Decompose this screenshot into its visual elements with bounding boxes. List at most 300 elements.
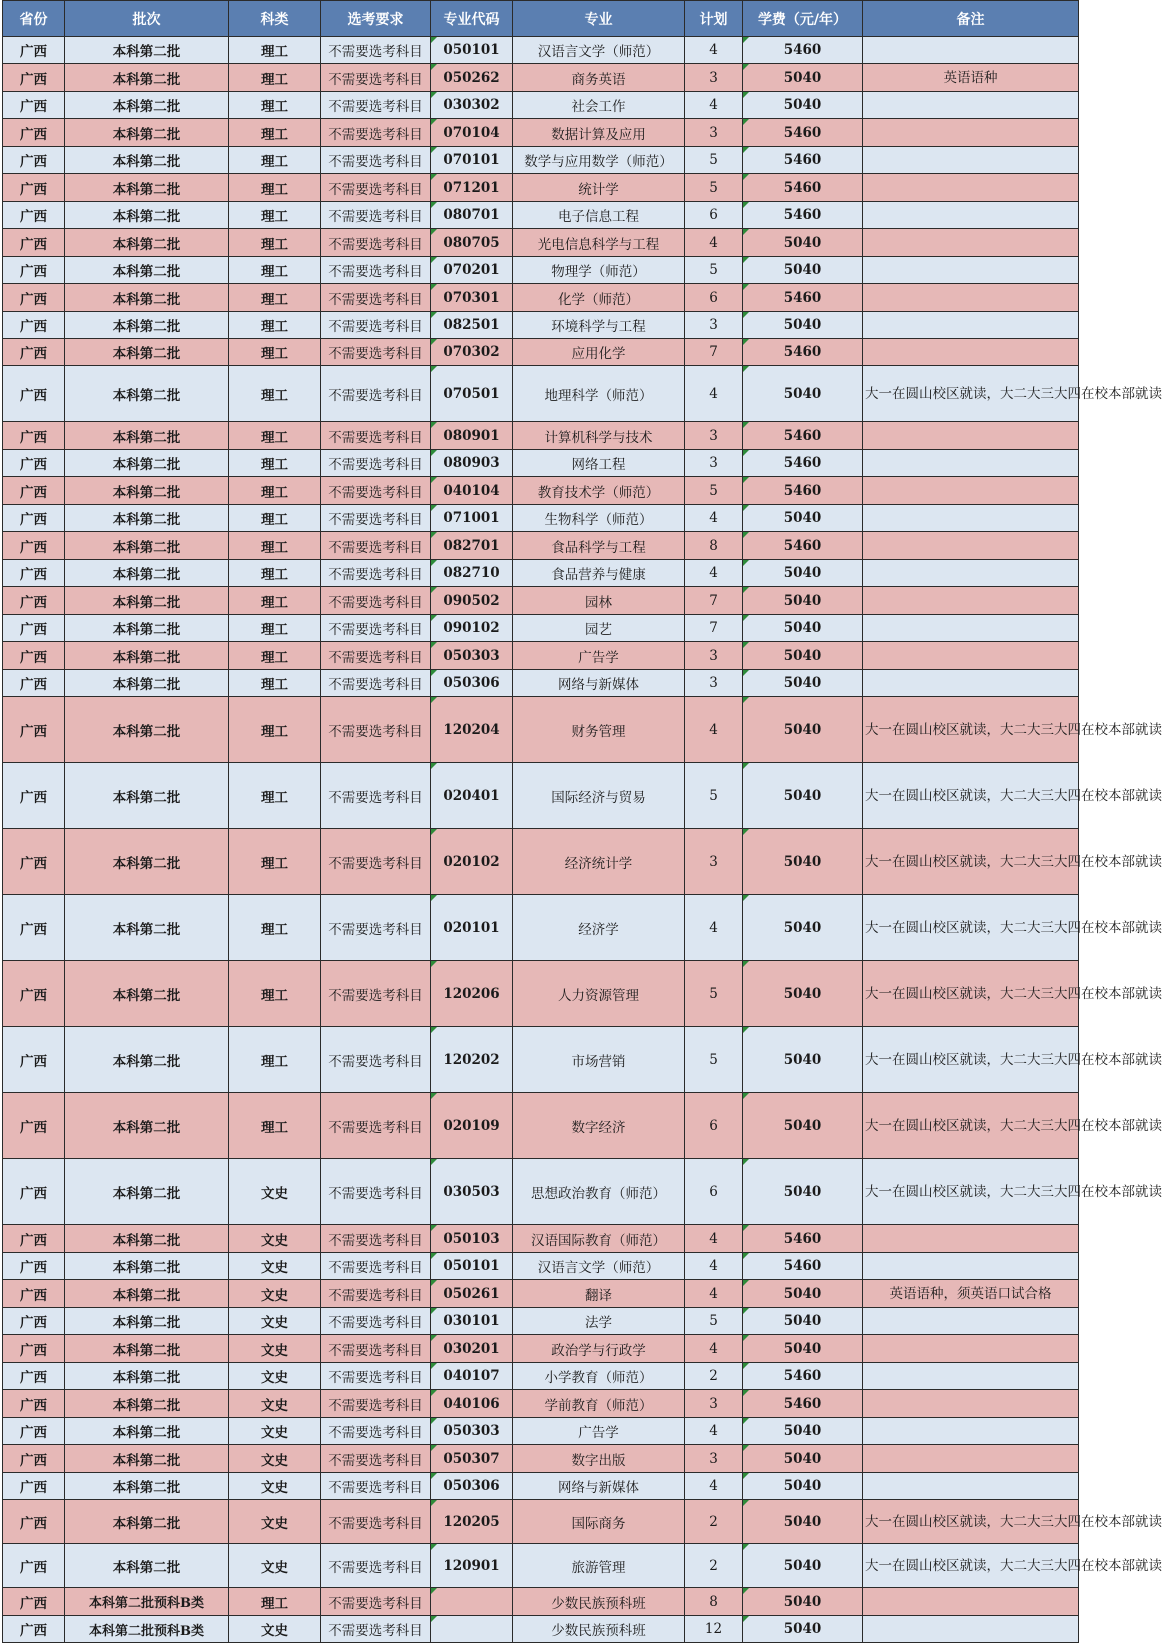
cell-requirement[interactable]: 不需要选考科目 [321,257,431,284]
cell-requirement[interactable]: 不需要选考科目 [321,229,431,257]
cell-province[interactable]: 广西 [3,1093,65,1159]
cell-province[interactable]: 广西 [3,1544,65,1588]
cell-note[interactable] [863,37,1079,64]
cell-note[interactable]: 英语语种，须英语口试合格 [863,1280,1079,1308]
cell-province[interactable]: 广西 [3,505,65,532]
cell-major[interactable]: 数字经济 [513,1093,685,1159]
cell-fee[interactable] [743,1588,863,1616]
cell-plan[interactable]: 3 [685,422,743,450]
cell-batch[interactable]: 本科第二批 [65,961,229,1027]
cell-major[interactable]: 商务英语 [513,64,685,92]
cell-category[interactable]: 文史 [229,1280,321,1308]
cell-category[interactable]: 理工 [229,92,321,119]
cell-requirement[interactable]: 不需要选考科目 [321,505,431,532]
cell-major[interactable]: 广告学 [513,1418,685,1445]
cell-plan[interactable]: 5 [685,1308,743,1335]
cell-note[interactable] [863,477,1079,505]
cell-batch[interactable]: 本科第二批预科B类 [65,1616,229,1643]
cell-note[interactable] [863,257,1079,284]
cell-category[interactable]: 文史 [229,1544,321,1588]
cell-batch[interactable]: 本科第二批 [65,763,229,829]
cell-fee[interactable] [743,1616,863,1643]
cell-category[interactable]: 理工 [229,312,321,339]
cell-plan[interactable]: 4 [685,1418,743,1445]
cell-code[interactable] [431,1500,513,1544]
cell-code[interactable] [431,587,513,615]
cell-requirement[interactable]: 不需要选考科目 [321,587,431,615]
header-plan[interactable]: 计划 [685,1,743,37]
cell-plan[interactable]: 5 [685,763,743,829]
cell-batch[interactable]: 本科第二批 [65,312,229,339]
cell-batch[interactable]: 本科第二批 [65,1500,229,1544]
cell-category[interactable]: 文史 [229,1500,321,1544]
cell-batch[interactable]: 本科第二批 [65,642,229,670]
cell-province[interactable]: 广西 [3,477,65,505]
cell-plan[interactable]: 6 [685,1159,743,1225]
cell-category[interactable]: 文史 [229,1363,321,1390]
cell-province[interactable]: 广西 [3,339,65,366]
cell-fee[interactable] [743,1445,863,1473]
cell-code[interactable] [431,119,513,147]
cell-major[interactable]: 汉语国际教育（师范） [513,1225,685,1253]
cell-code[interactable] [431,1308,513,1335]
cell-code[interactable] [431,1390,513,1418]
cell-province[interactable]: 广西 [3,763,65,829]
cell-fee[interactable] [743,1159,863,1225]
cell-category[interactable]: 文史 [229,1445,321,1473]
cell-batch[interactable]: 本科第二批 [65,37,229,64]
cell-note[interactable]: 大一在圆山校区就读，大二大三大四在校本部就读 [863,1544,1079,1588]
cell-code[interactable] [431,147,513,174]
cell-code[interactable] [431,422,513,450]
cell-batch[interactable]: 本科第二批 [65,1159,229,1225]
cell-requirement[interactable]: 不需要选考科目 [321,1445,431,1473]
cell-category[interactable]: 理工 [229,670,321,697]
cell-fee[interactable] [743,1308,863,1335]
cell-plan[interactable]: 4 [685,366,743,422]
cell-note[interactable]: 大一在圆山校区就读，大二大三大四在校本部就读 [863,697,1079,763]
cell-requirement[interactable]: 不需要选考科目 [321,1544,431,1588]
cell-category[interactable]: 文史 [229,1418,321,1445]
cell-major[interactable]: 学前教育（师范） [513,1390,685,1418]
cell-plan[interactable]: 4 [685,505,743,532]
cell-requirement[interactable]: 不需要选考科目 [321,697,431,763]
cell-major[interactable]: 园林 [513,587,685,615]
cell-note[interactable] [863,1308,1079,1335]
cell-code[interactable] [431,64,513,92]
cell-note[interactable]: 大一在圆山校区就读，大二大三大四在校本部就读 [863,829,1079,895]
cell-fee[interactable] [743,1363,863,1390]
cell-note[interactable] [863,1445,1079,1473]
cell-major[interactable]: 少数民族预科班 [513,1588,685,1616]
cell-province[interactable]: 广西 [3,1027,65,1093]
cell-major[interactable]: 园艺 [513,615,685,642]
cell-requirement[interactable]: 不需要选考科目 [321,366,431,422]
cell-category[interactable]: 理工 [229,1588,321,1616]
cell-plan[interactable]: 3 [685,670,743,697]
cell-major[interactable]: 电子信息工程 [513,202,685,229]
cell-batch[interactable]: 本科第二批 [65,1308,229,1335]
cell-plan[interactable]: 4 [685,1473,743,1500]
cell-requirement[interactable]: 不需要选考科目 [321,670,431,697]
cell-requirement[interactable]: 不需要选考科目 [321,422,431,450]
cell-fee[interactable] [743,1473,863,1500]
cell-province[interactable]: 广西 [3,587,65,615]
cell-major[interactable]: 生物科学（师范） [513,505,685,532]
cell-fee[interactable] [743,670,863,697]
cell-province[interactable]: 广西 [3,450,65,477]
cell-requirement[interactable]: 不需要选考科目 [321,174,431,202]
cell-code[interactable] [431,284,513,312]
cell-fee[interactable] [743,147,863,174]
cell-fee[interactable] [743,1225,863,1253]
cell-province[interactable]: 广西 [3,1280,65,1308]
cell-batch[interactable]: 本科第二批 [65,829,229,895]
cell-major[interactable]: 数据计算及应用 [513,119,685,147]
cell-plan[interactable]: 6 [685,1093,743,1159]
cell-code[interactable] [431,312,513,339]
cell-code[interactable] [431,615,513,642]
cell-fee[interactable] [743,119,863,147]
cell-major[interactable]: 政治学与行政学 [513,1335,685,1363]
cell-plan[interactable]: 7 [685,339,743,366]
cell-requirement[interactable]: 不需要选考科目 [321,1616,431,1643]
cell-province[interactable]: 广西 [3,829,65,895]
cell-requirement[interactable]: 不需要选考科目 [321,895,431,961]
cell-category[interactable]: 理工 [229,119,321,147]
cell-note[interactable]: 英语语种 [863,64,1079,92]
cell-major[interactable]: 教育技术学（师范） [513,477,685,505]
cell-requirement[interactable]: 不需要选考科目 [321,1418,431,1445]
cell-note[interactable]: 大一在圆山校区就读，大二大三大四在校本部就读 [863,1159,1079,1225]
cell-plan[interactable]: 5 [685,477,743,505]
cell-category[interactable]: 理工 [229,64,321,92]
cell-major[interactable]: 经济学 [513,895,685,961]
cell-batch[interactable]: 本科第二批 [65,1335,229,1363]
cell-requirement[interactable]: 不需要选考科目 [321,1027,431,1093]
cell-batch[interactable]: 本科第二批 [65,1445,229,1473]
cell-code[interactable] [431,961,513,1027]
cell-requirement[interactable]: 不需要选考科目 [321,1225,431,1253]
cell-requirement[interactable]: 不需要选考科目 [321,532,431,560]
cell-code[interactable] [431,1363,513,1390]
cell-fee[interactable] [743,642,863,670]
cell-note[interactable]: 大一在圆山校区就读，大二大三大四在校本部就读 [863,961,1079,1027]
cell-requirement[interactable]: 不需要选考科目 [321,37,431,64]
cell-fee[interactable] [743,202,863,229]
cell-category[interactable]: 文史 [229,1308,321,1335]
cell-major[interactable]: 化学（师范） [513,284,685,312]
cell-fee[interactable] [743,1093,863,1159]
cell-plan[interactable]: 4 [685,1335,743,1363]
header-batch[interactable]: 批次 [65,1,229,37]
cell-plan[interactable]: 5 [685,147,743,174]
cell-code[interactable] [431,697,513,763]
cell-major[interactable]: 地理科学（师范） [513,366,685,422]
cell-fee[interactable] [743,1418,863,1445]
cell-code[interactable] [431,1544,513,1588]
cell-province[interactable]: 广西 [3,670,65,697]
cell-fee[interactable] [743,64,863,92]
cell-code[interactable] [431,1280,513,1308]
cell-requirement[interactable]: 不需要选考科目 [321,615,431,642]
cell-batch[interactable]: 本科第二批 [65,174,229,202]
cell-note[interactable] [863,670,1079,697]
cell-batch[interactable]: 本科第二批 [65,532,229,560]
cell-plan[interactable]: 3 [685,119,743,147]
cell-requirement[interactable]: 不需要选考科目 [321,829,431,895]
cell-category[interactable]: 理工 [229,37,321,64]
cell-code[interactable] [431,1027,513,1093]
cell-major[interactable]: 汉语言文学（师范） [513,37,685,64]
cell-major[interactable]: 数学与应用数学（师范） [513,147,685,174]
cell-code[interactable] [431,339,513,366]
header-note[interactable]: 备注 [863,1,1079,37]
cell-fee[interactable] [743,257,863,284]
cell-major[interactable]: 应用化学 [513,339,685,366]
cell-plan[interactable]: 4 [685,560,743,587]
cell-major[interactable]: 物理学（师范） [513,257,685,284]
cell-fee[interactable] [743,615,863,642]
cell-plan[interactable]: 7 [685,615,743,642]
cell-code[interactable] [431,1159,513,1225]
cell-fee[interactable] [743,697,863,763]
cell-plan[interactable]: 8 [685,1588,743,1616]
cell-code[interactable] [431,1253,513,1280]
cell-major[interactable]: 思想政治教育（师范） [513,1159,685,1225]
cell-note[interactable] [863,1225,1079,1253]
cell-plan[interactable]: 4 [685,37,743,64]
cell-requirement[interactable]: 不需要选考科目 [321,147,431,174]
cell-note[interactable] [863,1253,1079,1280]
cell-code[interactable] [431,560,513,587]
cell-fee[interactable] [743,92,863,119]
cell-province[interactable]: 广西 [3,119,65,147]
cell-code[interactable] [431,532,513,560]
cell-batch[interactable]: 本科第二批 [65,202,229,229]
cell-province[interactable]: 广西 [3,1616,65,1643]
cell-category[interactable]: 理工 [229,257,321,284]
cell-province[interactable]: 广西 [3,1445,65,1473]
cell-province[interactable]: 广西 [3,64,65,92]
cell-batch[interactable]: 本科第二批 [65,450,229,477]
cell-fee[interactable] [743,174,863,202]
cell-category[interactable]: 理工 [229,961,321,1027]
cell-plan[interactable]: 7 [685,587,743,615]
cell-major[interactable]: 汉语言文学（师范） [513,1253,685,1280]
cell-requirement[interactable]: 不需要选考科目 [321,202,431,229]
cell-major[interactable]: 经济统计学 [513,829,685,895]
cell-major[interactable]: 环境科学与工程 [513,312,685,339]
cell-note[interactable] [863,284,1079,312]
cell-major[interactable]: 法学 [513,1308,685,1335]
cell-province[interactable]: 广西 [3,284,65,312]
cell-major[interactable]: 人力资源管理 [513,961,685,1027]
cell-requirement[interactable]: 不需要选考科目 [321,1363,431,1390]
cell-batch[interactable]: 本科第二批 [65,119,229,147]
cell-note[interactable] [863,1473,1079,1500]
cell-fee[interactable] [743,895,863,961]
cell-category[interactable]: 文史 [229,1390,321,1418]
cell-fee[interactable] [743,1253,863,1280]
cell-code[interactable] [431,1225,513,1253]
cell-category[interactable]: 文史 [229,1225,321,1253]
cell-code[interactable] [431,895,513,961]
cell-fee[interactable] [743,450,863,477]
cell-requirement[interactable]: 不需要选考科目 [321,450,431,477]
cell-province[interactable]: 广西 [3,366,65,422]
cell-province[interactable]: 广西 [3,532,65,560]
cell-note[interactable] [863,1588,1079,1616]
cell-batch[interactable]: 本科第二批 [65,615,229,642]
cell-province[interactable]: 广西 [3,1390,65,1418]
cell-plan[interactable]: 3 [685,642,743,670]
cell-note[interactable] [863,229,1079,257]
cell-category[interactable]: 理工 [229,147,321,174]
cell-major[interactable]: 小学教育（师范） [513,1363,685,1390]
cell-fee[interactable] [743,532,863,560]
cell-category[interactable]: 理工 [229,229,321,257]
cell-code[interactable] [431,1588,513,1616]
cell-plan[interactable]: 12 [685,1616,743,1643]
cell-category[interactable]: 文史 [229,1253,321,1280]
cell-requirement[interactable]: 不需要选考科目 [321,1093,431,1159]
cell-fee[interactable] [743,366,863,422]
cell-batch[interactable]: 本科第二批 [65,560,229,587]
cell-requirement[interactable]: 不需要选考科目 [321,312,431,339]
cell-requirement[interactable]: 不需要选考科目 [321,64,431,92]
cell-code[interactable] [431,257,513,284]
cell-batch[interactable]: 本科第二批 [65,1225,229,1253]
cell-note[interactable] [863,422,1079,450]
cell-category[interactable]: 理工 [229,895,321,961]
cell-batch[interactable]: 本科第二批 [65,505,229,532]
cell-batch[interactable]: 本科第二批 [65,1253,229,1280]
cell-requirement[interactable]: 不需要选考科目 [321,1588,431,1616]
cell-category[interactable]: 理工 [229,505,321,532]
cell-fee[interactable] [743,1280,863,1308]
cell-code[interactable] [431,670,513,697]
cell-plan[interactable]: 2 [685,1363,743,1390]
cell-batch[interactable]: 本科第二批 [65,339,229,366]
header-requirement[interactable]: 选考要求 [321,1,431,37]
cell-plan[interactable]: 5 [685,1027,743,1093]
cell-batch[interactable]: 本科第二批 [65,1280,229,1308]
cell-note[interactable] [863,174,1079,202]
cell-code[interactable] [431,229,513,257]
cell-note[interactable] [863,642,1079,670]
cell-province[interactable]: 广西 [3,1363,65,1390]
cell-batch[interactable]: 本科第二批预科B类 [65,1588,229,1616]
cell-province[interactable]: 广西 [3,37,65,64]
cell-plan[interactable]: 6 [685,284,743,312]
cell-code[interactable] [431,1418,513,1445]
cell-note[interactable]: 大一在圆山校区就读，大二大三大四在校本部就读 [863,1093,1079,1159]
cell-major[interactable]: 食品营养与健康 [513,560,685,587]
cell-province[interactable]: 广西 [3,1225,65,1253]
cell-code[interactable] [431,477,513,505]
cell-major[interactable]: 国际经济与贸易 [513,763,685,829]
cell-major[interactable]: 计算机科学与技术 [513,422,685,450]
cell-plan[interactable]: 3 [685,450,743,477]
cell-requirement[interactable]: 不需要选考科目 [321,477,431,505]
cell-plan[interactable]: 4 [685,92,743,119]
cell-category[interactable]: 理工 [229,174,321,202]
cell-province[interactable]: 广西 [3,1308,65,1335]
cell-province[interactable]: 广西 [3,1588,65,1616]
cell-batch[interactable]: 本科第二批 [65,895,229,961]
cell-fee[interactable] [743,1500,863,1544]
cell-province[interactable]: 广西 [3,229,65,257]
cell-requirement[interactable]: 不需要选考科目 [321,1308,431,1335]
cell-note[interactable] [863,560,1079,587]
cell-major[interactable]: 旅游管理 [513,1544,685,1588]
cell-plan[interactable]: 4 [685,229,743,257]
cell-category[interactable]: 文史 [229,1473,321,1500]
cell-plan[interactable]: 2 [685,1500,743,1544]
cell-category[interactable]: 理工 [229,366,321,422]
cell-batch[interactable]: 本科第二批 [65,284,229,312]
cell-major[interactable]: 社会工作 [513,92,685,119]
cell-fee[interactable] [743,229,863,257]
cell-code[interactable] [431,37,513,64]
cell-note[interactable] [863,339,1079,366]
cell-note[interactable] [863,1335,1079,1363]
cell-plan[interactable]: 5 [685,174,743,202]
cell-batch[interactable]: 本科第二批 [65,587,229,615]
cell-batch[interactable]: 本科第二批 [65,1473,229,1500]
cell-province[interactable]: 广西 [3,147,65,174]
cell-requirement[interactable]: 不需要选考科目 [321,92,431,119]
cell-note[interactable]: 大一在圆山校区就读，大二大三大四在校本部就读 [863,1027,1079,1093]
cell-province[interactable]: 广西 [3,560,65,587]
cell-code[interactable] [431,1473,513,1500]
cell-batch[interactable]: 本科第二批 [65,92,229,119]
cell-note[interactable]: 大一在圆山校区就读，大二大三大四在校本部就读 [863,763,1079,829]
cell-province[interactable]: 广西 [3,1335,65,1363]
cell-province[interactable]: 广西 [3,1253,65,1280]
cell-requirement[interactable]: 不需要选考科目 [321,961,431,1027]
cell-plan[interactable]: 6 [685,202,743,229]
cell-category[interactable]: 理工 [229,763,321,829]
cell-major[interactable]: 数字出版 [513,1445,685,1473]
cell-plan[interactable]: 4 [685,1225,743,1253]
cell-requirement[interactable]: 不需要选考科目 [321,339,431,366]
cell-batch[interactable]: 本科第二批 [65,477,229,505]
cell-batch[interactable]: 本科第二批 [65,1093,229,1159]
cell-fee[interactable] [743,560,863,587]
cell-province[interactable]: 广西 [3,92,65,119]
cell-batch[interactable]: 本科第二批 [65,1363,229,1390]
cell-plan[interactable]: 3 [685,64,743,92]
cell-major[interactable]: 光电信息科学与工程 [513,229,685,257]
cell-plan[interactable]: 8 [685,532,743,560]
cell-requirement[interactable]: 不需要选考科目 [321,1390,431,1418]
cell-category[interactable]: 理工 [229,697,321,763]
cell-fee[interactable] [743,961,863,1027]
header-category[interactable]: 科类 [229,1,321,37]
cell-batch[interactable]: 本科第二批 [65,1544,229,1588]
cell-province[interactable]: 广西 [3,1159,65,1225]
cell-plan[interactable]: 2 [685,1544,743,1588]
cell-province[interactable]: 广西 [3,1473,65,1500]
cell-note[interactable] [863,202,1079,229]
cell-requirement[interactable]: 不需要选考科目 [321,642,431,670]
cell-plan[interactable]: 4 [685,1280,743,1308]
cell-province[interactable]: 广西 [3,257,65,284]
cell-note[interactable]: 大一在圆山校区就读，大二大三大四在校本部就读 [863,895,1079,961]
cell-province[interactable]: 广西 [3,961,65,1027]
